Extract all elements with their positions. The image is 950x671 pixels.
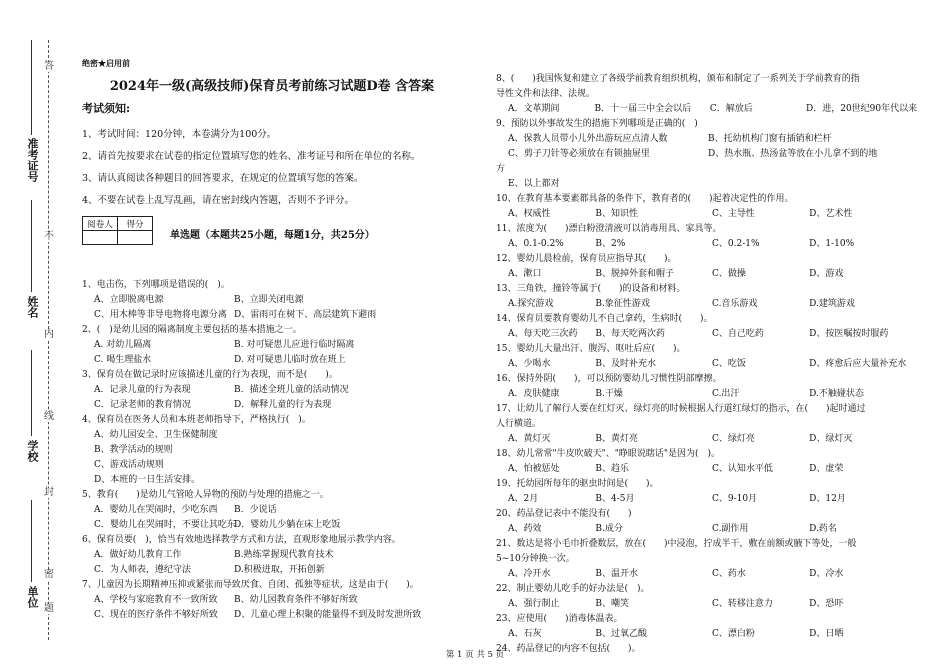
- score-header-score: 得分: [118, 217, 153, 231]
- label-exam-number: 准考证号: [26, 138, 39, 182]
- cut-mark: 密: [44, 569, 54, 580]
- option-row: [496, 267, 916, 282]
- option: B、每天吃两次药: [595, 329, 666, 339]
- option: A.探究游戏: [508, 299, 554, 309]
- option: D、儿童心理上积聚的能量得不到及时发泄所致: [234, 610, 422, 620]
- question-continuation: 5~10分钟换一次。: [496, 554, 575, 564]
- option: C、吃饭: [712, 359, 746, 369]
- secret-label: 绝密★启用前: [82, 58, 130, 68]
- exam-number-fill-line[interactable]: [31, 40, 32, 135]
- notice-item: 4、不要在试卷上乱写乱画，请在密封线内答题，否则不予评分。: [82, 195, 355, 206]
- option-row: [496, 627, 916, 642]
- option-row: [496, 462, 916, 477]
- option: B、嘲笑: [595, 599, 630, 609]
- option: D、1-10%: [809, 239, 855, 249]
- score-table: [82, 216, 153, 245]
- option: C.音乐游戏: [712, 299, 758, 309]
- option: C. 喝生理盐水: [94, 355, 152, 365]
- option-row: [82, 563, 477, 578]
- school-fill-line[interactable]: [31, 350, 32, 436]
- option: A. 对幼儿隔离: [94, 340, 152, 350]
- question-stem: 3、保育员在做记录时应该描述儿童的行为表现，而不是( )。: [82, 370, 338, 380]
- cut-mark: 封: [44, 487, 54, 498]
- score-header-grader: 阅卷人: [83, 217, 118, 231]
- question-stem: 8、( )我国恢复和建立了各级学前教育组织机构，颁布和制定了一系列关于学前教育的指: [496, 74, 860, 84]
- option-row: [82, 353, 477, 368]
- option-row: [496, 567, 916, 582]
- option: C、做操: [712, 269, 746, 279]
- option-row: [82, 338, 477, 353]
- question-stem: 7、儿童因为长期精神压抑或紧张而导致厌食、自闭、孤独等症状，这是由于( )。: [82, 580, 419, 590]
- option-row: [82, 398, 477, 413]
- page-footer: 第 1 页 共 5 页: [445, 650, 505, 660]
- option: A、0.1-0.2%: [508, 239, 564, 249]
- cut-mark: 答: [44, 61, 54, 72]
- question-stem: 24、药品登记的内容不包括( )。: [496, 644, 641, 654]
- option: B.干燥: [595, 389, 623, 399]
- option: D、冷水: [809, 569, 844, 579]
- question-stem: 18、幼儿常常"牛皮吹破天"、"睁眼说瞎话"是因为( )。: [496, 449, 721, 459]
- option: A、少喝水: [508, 359, 551, 369]
- option: D、艺术性: [809, 209, 853, 219]
- question-stem: 9、预防以外事故发生的措施下列哪项是正确的( ): [496, 119, 698, 129]
- option-row: [82, 593, 477, 608]
- option-line: B、教学活动的规则: [94, 445, 173, 455]
- question-stem: 1、电击伤，下列哪项是错误的( )。: [82, 280, 230, 290]
- question-continuation: 方: [496, 164, 506, 174]
- option: D、日晒: [809, 629, 844, 639]
- label-school: 学校: [26, 440, 39, 462]
- option-row: [496, 522, 916, 537]
- option-row: [82, 518, 477, 533]
- option: B、黄灯亮: [595, 434, 639, 444]
- option: D、雷雨可在树下、高层建筑下避雨: [234, 310, 377, 320]
- option-row: [496, 207, 916, 222]
- option: C.副作用: [712, 524, 749, 534]
- option: C、9-10月: [712, 494, 758, 504]
- option: C、现在的医疗条件不够好所致: [94, 610, 218, 620]
- question-stem: 14、保育员要教育婴幼儿不自己拿药，生病时( )。: [496, 314, 713, 324]
- option: A、石灰: [508, 629, 542, 639]
- option: B.象征性游戏: [595, 299, 650, 309]
- option: B、趋乐: [595, 464, 630, 474]
- option: C、自己吃药: [712, 329, 764, 339]
- notice-item: 2、请首先按要求在试卷的指定位置填写您的姓名、准考证号和所在单位的名称。: [82, 151, 421, 162]
- option: C、认知水平低: [712, 464, 773, 474]
- question-stem: 16、保持外阴( )，可以预防婴幼儿习惯性阴部摩擦。: [496, 374, 722, 384]
- score-area: [82, 216, 477, 266]
- option: B、及时补充水: [595, 359, 657, 369]
- question-continuation: 人行横道。: [496, 419, 542, 429]
- option: A．记录儿童的行为表现: [94, 385, 191, 395]
- question-stem: 4、保育员在医务人员和本班老师指导下，严格执行( )。: [82, 415, 311, 425]
- option: B．少说话: [234, 505, 277, 515]
- option-line: E、以上都对: [508, 179, 560, 189]
- notice-list: [82, 124, 477, 212]
- option: D.积极进取，开拓创新: [234, 565, 325, 575]
- option: A、强行制止: [508, 599, 560, 609]
- option-row: [496, 102, 916, 117]
- option-row: [496, 387, 916, 402]
- notice-heading: 考试须知:: [82, 102, 131, 115]
- option: A、保教人员带小儿外出游玩应点清人数: [508, 134, 668, 144]
- option: B．描述全班儿童的活动情况: [234, 385, 349, 395]
- option: A．婴幼儿在哭闹时，少吃东西: [94, 505, 218, 515]
- notice-item: 3、请认真阅读各种题目的回答要求，在规定的位置填写您的答案。: [82, 173, 364, 184]
- option: B、过氧乙酸: [595, 629, 648, 639]
- option: C．解放后: [709, 104, 753, 114]
- option: A、漱口: [508, 269, 542, 279]
- label-name: 姓名: [26, 296, 39, 318]
- option: B．十一届三中全会以后: [594, 104, 692, 114]
- notice-item: 1、考试时间：120分钟，本卷满分为100分。: [82, 129, 277, 140]
- question-stem: 6、保育员要( )，恰当有效地选择教学方式和方法，直观形象地展示教学内容。: [82, 535, 401, 545]
- option: B、幼儿园教育条件不够好所致: [234, 595, 358, 605]
- option: D. 对可疑患儿临时放在班上: [234, 355, 346, 365]
- option-row: [496, 147, 916, 162]
- option: B. 对可疑患儿应进行临时隔离: [234, 340, 355, 350]
- option: C．婴幼儿在哭闹时，不要让其吃东: [94, 520, 236, 530]
- question-stem: 2、( )是幼儿园的隔离制度主要包括的基本措施之一。: [82, 325, 302, 335]
- option: D、热水瓶、热汤盆等放在小儿拿不到的地: [708, 149, 878, 159]
- option: A．文革期间: [508, 104, 560, 114]
- option-row: [82, 383, 477, 398]
- question-stem: 12、婴幼儿晨检前，保育员应指导其( )。: [496, 254, 677, 264]
- question-stem: 13、三角铁，撞铃等属于( )的设备和材料。: [496, 284, 686, 294]
- option-row: [82, 503, 477, 518]
- option: A、权威性: [508, 209, 551, 219]
- option-line: D、本班的一日生活安排。: [94, 475, 201, 485]
- question-stem: 11、浓度为( )漂白粉澄清液可以消毒用具、家具等。: [496, 224, 722, 234]
- option: A、2月: [508, 494, 539, 504]
- option: A、药效: [508, 524, 542, 534]
- cut-mark: 内: [44, 329, 54, 340]
- left-question-list: [82, 278, 477, 623]
- cut-mark: 题: [44, 603, 54, 614]
- option-row: [496, 132, 916, 147]
- right-question-list: [496, 72, 916, 657]
- section-title: 单选题（本题共25小题，每题1分，共25分）: [170, 230, 375, 241]
- option: B、托幼机构门窗有插销和栏杆: [708, 134, 832, 144]
- question-stem: 23、应使用( )消毒体温表。: [496, 614, 623, 624]
- option: D．进，20世纪90年代以来: [806, 104, 918, 114]
- option-row: [496, 597, 916, 612]
- question-stem: 5、教育( )是幼儿气管呛人异物的预防与处理的措施之一。: [82, 490, 329, 500]
- option: B、立即关闭电源: [234, 295, 304, 305]
- option: A、每天吃三次药: [508, 329, 578, 339]
- option: C．记录老师的教育情况: [94, 400, 191, 410]
- option: D、虚荣: [809, 464, 844, 474]
- label-unit: 单位: [26, 586, 39, 608]
- option-row: [496, 357, 916, 372]
- option-row: [496, 297, 916, 312]
- left-column: [82, 58, 477, 623]
- grader-cell[interactable]: [83, 231, 118, 245]
- option: C、剪子刀针等必须放在有锁抽屉里: [508, 149, 650, 159]
- option: D．婴幼儿少躺在床上吃饭: [234, 520, 341, 530]
- option-row: [496, 432, 916, 447]
- option: A、黄灯灭: [508, 434, 551, 444]
- option: B.成分: [595, 524, 623, 534]
- option: A、怕被惩处: [508, 464, 560, 474]
- name-fill-line[interactable]: [31, 200, 32, 292]
- option: C、主导性: [712, 209, 755, 219]
- question-stem: 20、药品登记表中不能没有( ): [496, 509, 632, 519]
- option: D.药名: [809, 524, 837, 534]
- option: B、4-5月: [595, 494, 635, 504]
- option: A、冷开水: [508, 569, 551, 579]
- unit-fill-line[interactable]: [31, 500, 32, 582]
- option: A、立即脱离电源: [94, 295, 164, 305]
- option-row: [496, 492, 916, 507]
- option: B、温开水: [595, 569, 639, 579]
- option-row: [82, 308, 477, 323]
- option: D、12月: [809, 494, 846, 504]
- cut-mark: 线: [44, 411, 54, 422]
- option: B、知识性: [595, 209, 639, 219]
- option-line: A、幼儿园安全、卫生保健制度: [94, 430, 218, 440]
- option: C、0.2-1%: [712, 239, 760, 249]
- option: D、疼愈后应大量补充水: [809, 359, 907, 369]
- question-stem: 21、数达是将小毛巾折叠数层，放在( )中浸泡，拧成半干，敷在前额或腋下等处，一般: [496, 539, 857, 549]
- option: A．皮肤健康: [508, 389, 560, 399]
- option: B.熟练掌握现代教育技术: [234, 550, 334, 560]
- option-row: [82, 293, 477, 308]
- option: C．为人师表，遵纪守法: [94, 565, 191, 575]
- binding-margin: [0, 0, 70, 671]
- option-row: [82, 608, 477, 623]
- option-line: C、游戏活动规则: [94, 460, 164, 470]
- option: C、药水: [712, 569, 746, 579]
- question-stem: 10、在教育基本要素都具备的条件下，教育者的( )起着决定性的作用。: [496, 194, 794, 204]
- question-stem: 19、托幼园所每年的驱虫时间是( )。: [496, 479, 659, 489]
- right-column: [496, 72, 916, 657]
- option: C、转移注意力: [712, 599, 773, 609]
- question-stem: 22、制止婴幼儿吃手的好办法是( )。: [496, 584, 650, 594]
- option: D、绿灯灭: [809, 434, 853, 444]
- option: C、用木棒等非导电物将电源分离: [94, 310, 227, 320]
- option-row: [496, 237, 916, 252]
- option: C.出汗: [712, 389, 740, 399]
- exam-title: 2024年一级(高级技师)保育员考前练习试题D卷 含答案: [109, 79, 435, 94]
- option: A、学校与家庭教育不一致所致: [94, 595, 218, 605]
- option: C、绿灯亮: [712, 434, 755, 444]
- option: B、脱掉外套和帽子: [595, 269, 675, 279]
- cut-mark: 不: [44, 231, 54, 242]
- question-stem: 17、让幼儿了解行人要在红灯灭、绿灯亮的时候根据人行道红绿灯的指示，在( )起时通过: [496, 404, 866, 414]
- score-cell[interactable]: [118, 231, 153, 245]
- question-continuation: 导性文件和法律、法规。: [496, 89, 596, 99]
- option: C、漂白粉: [712, 629, 755, 639]
- option: D、按医嘱按时服药: [809, 329, 889, 339]
- option: D.建筑游戏: [809, 299, 855, 309]
- option-row: [496, 327, 916, 342]
- option: A．做好幼儿教育工作: [94, 550, 182, 560]
- option: D.不触碰状态: [809, 389, 864, 399]
- question-stem: 15、婴幼儿大量出汗、腹泻、呕吐后应( )。: [496, 344, 686, 354]
- option: B、2%: [595, 239, 626, 249]
- option: D、游戏: [809, 269, 844, 279]
- option-row: [82, 548, 477, 563]
- seal-line: [48, 40, 49, 640]
- option: D．解释儿童的行为表现: [234, 400, 332, 410]
- option: D、恐吓: [809, 599, 844, 609]
